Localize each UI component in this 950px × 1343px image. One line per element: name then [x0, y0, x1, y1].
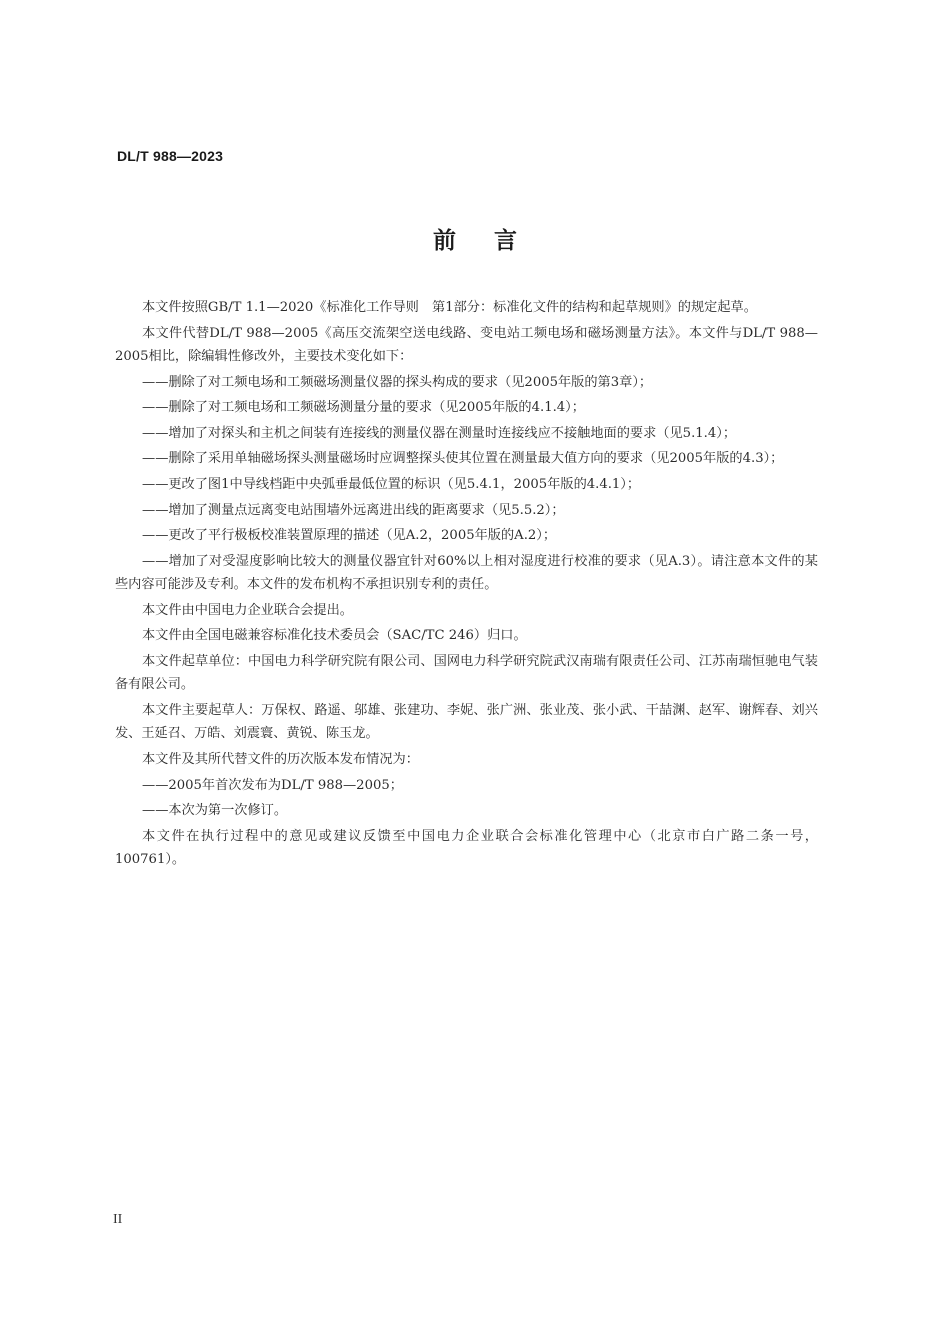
- paragraph-proposer: 本文件由中国电力企业联合会提出。: [142, 602, 353, 618]
- page-number: II: [113, 1212, 123, 1227]
- change-item: ——删除了采用单轴磁场探头测量磁场时应调整探头使其位置在测量最大值方向的要求（见2005年版的4.3）；: [142, 451, 784, 467]
- paragraph-committee: 本文件由全国电磁兼容标准化技术委员会（SAC/TC 246）归口。: [142, 628, 527, 644]
- history-item: ——本次为第一次修订。: [142, 803, 288, 819]
- page-title: 前言: [433, 227, 555, 254]
- change-item: ——更改了图1中导线档距中央弧垂最低位置的标识（见5.4.1，2005年版的4.4.1）；: [142, 476, 641, 492]
- paragraph-replacement: 本文件代替DL/T 988—2005《高压交流架空送电线路、变电站工频电场和磁场测量方法》。本文件与DL/T 988—2005相比，除编辑性修改外，主要技术变化如下：: [115, 325, 818, 364]
- paragraph-drafting-units: 本文件起草单位：中国电力科学研究院有限公司、国网电力科学研究院武汉南瑞有限责任公司、江苏南瑞恒驰电气装备有限公司。: [115, 653, 818, 693]
- paragraph-drafting-basis: 本文件按照GB/T 1.1—2020《标准化工作导则 第1部分：标准化文件的结构和起草规则》的规定起草。: [142, 300, 757, 315]
- change-item: ——更改了平行极板校准装置原理的描述（见A.2，2005年版的A.2）；: [142, 528, 557, 544]
- change-item: ——删除了对工频电场和工频磁场测量分量的要求（见2005年版的4.1.4）；: [142, 400, 585, 416]
- paragraph-drafters: 本文件主要起草人：万保权、路遥、邬雄、张建功、李妮、张广洲、张业茂、张小武、干喆渊、赵军、谢辉春、刘兴发、王延召、万皓、刘震寰、黄锐、陈玉龙。: [115, 702, 818, 742]
- history-item: ——2005年首次发布为DL/T 988—2005；: [142, 777, 403, 793]
- paragraph-feedback: 本文件在执行过程中的意见或建议反馈至中国电力企业联合会标准化管理中心（北京市白广路二条一号，100761）。: [115, 828, 818, 868]
- change-item: ——增加了测量点远离变电站围墙外远离进出线的距离要求（见5.5.2）；: [142, 502, 565, 518]
- change-item: ——删除了对工频电场和工频磁场测量仪器的探头构成的要求（见2005年版的第3章）；: [142, 374, 653, 390]
- foreword-body: [115, 296, 818, 874]
- paragraph-history: 本文件及其所代替文件的历次版本发布情况为：: [142, 751, 419, 767]
- change-item: ——增加了对探头和主机之间装有连接线的测量仪器在测量时连接线应不接触地面的要求（见5.1.4）；: [142, 425, 737, 441]
- standard-code: DL/T 988—2023: [117, 148, 224, 164]
- change-item: ——增加了对受湿度影响比较大的测量仪器宜针对60%以上相对湿度进行校准的要求（见A.3）。请注意本文件的某些内容可能涉及专利。本文件的发布机构不承担识别专利的责任。: [115, 553, 818, 593]
